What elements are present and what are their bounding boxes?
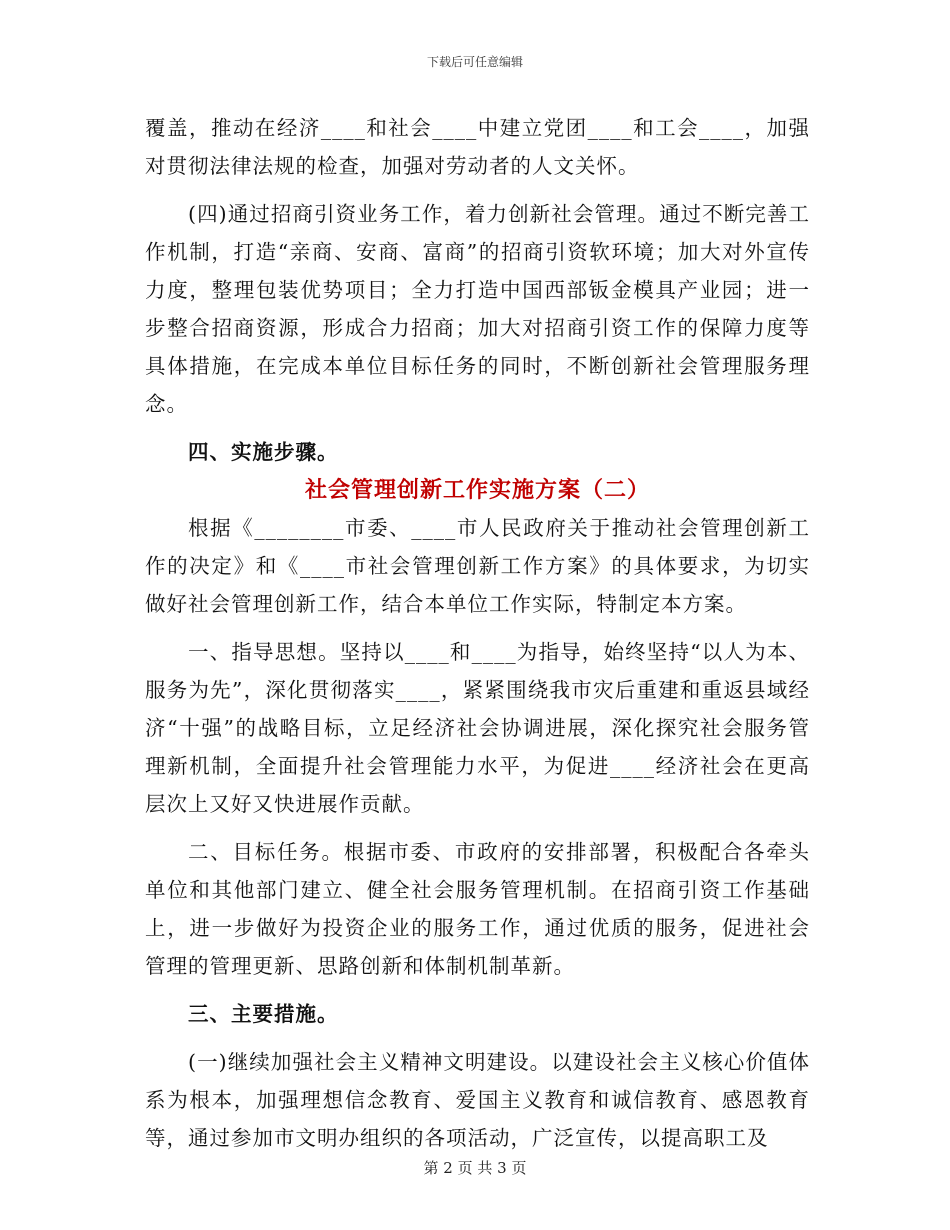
paragraph-objectives: 二、目标任务。根据市委、市政府的安排部署，积极配合各牵头单位和其他部门建立、健全社会服务管理机制。在招商引资工作基础上，进一步做好为投资企业的服务工作，通过优质的服务，促进社会管理的管理更新、思路创新和体制机制革新。: [145, 840, 810, 978]
page-header: 下载后可任意编辑: [426, 55, 523, 69]
paragraph-spiritual-civilization: (一)继续加强社会主义精神文明建设。以建设社会主义核心价值体系为根本，加强理想信念教育、爱国主义教育和诚信教育、感恩教育等，通过参加市文明办组织的各项活动，广泛宣传，以提高职工及: [145, 1050, 810, 1150]
paragraph-guiding-ideology: 一、指导思想。坚持以____和____为指导，始终坚持“以人为本、服务为先”，深化贯彻落实____，紧紧围绕我市灾后重建和重返县域经济“十强”的战略目标，立足经济社会协调进展，深化探究社会服务管理新机制，全面提升社会管理能力水平，为促进____经济社会在更高层次上又好又快进展作贡献。: [145, 640, 810, 816]
paragraph-investment: (四)通过招商引资业务工作，着力创新社会管理。通过不断完善工作机制，打造“亲商、安商、富商”的招商引资软环境；加大对外宣传力度，整理包装优势项目；全力打造中国西部钣金模具产业园；进一步整合招商资源，形成合力招商；加大对招商引资工作的保障力度等具体措施，在完成本单位目标任务的同时，不断创新社会管理服务理念。: [145, 202, 810, 416]
heading-main-measures: 三、主要措施。: [188, 1002, 339, 1026]
document-body: [145, 109, 810, 1157]
paragraph-basis: 根据《________市委、____市人民政府关于推动社会管理创新工作的决定》和《____市社会管理创新工作方案》的具体要求，为切实做好社会管理创新工作，结合本单位工作实际，特制定本方案。: [145, 516, 810, 616]
heading-implementation-steps: 四、实施步骤。: [188, 440, 339, 464]
paragraph-coverage: 覆盖，推动在经济____和社会____中建立党团____和工会____，加强对贯彻法律法规的检查，加强对劳动者的人文关怀。: [145, 116, 810, 178]
page-footer: 第 2 页 共 3 页: [423, 1159, 527, 1177]
section-title: 社会管理创新工作实施方案（二）: [304, 477, 650, 503]
